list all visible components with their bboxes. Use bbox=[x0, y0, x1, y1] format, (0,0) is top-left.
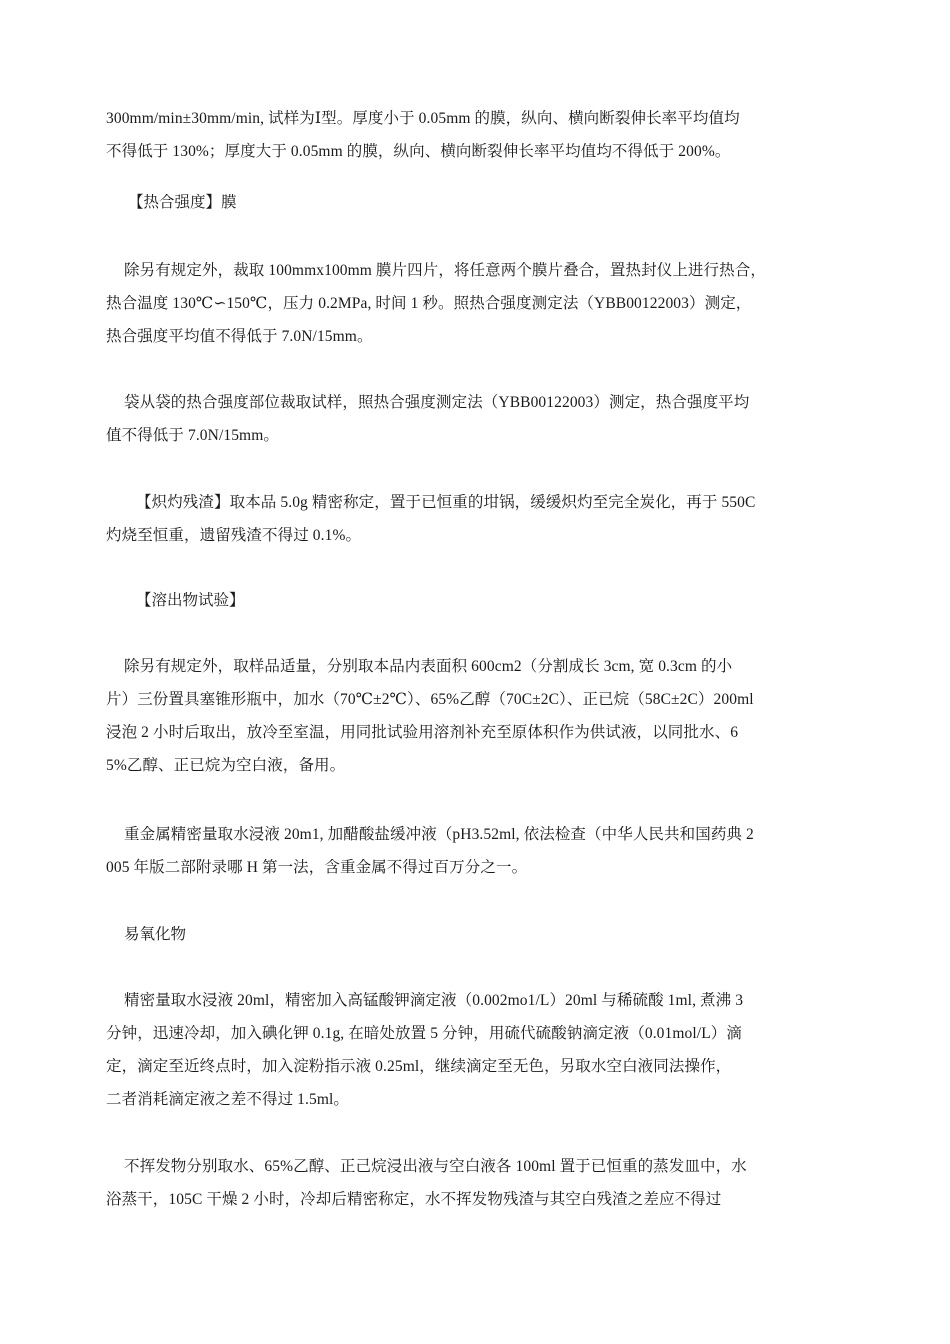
heading-dissolution-test: 【溶出物试验】 bbox=[136, 592, 245, 609]
text-line: 300mm/min±30mm/min, 试样为Ⅰ型。厚度小于 0.05mm 的膜，纵向、横向断裂伸长率平均值均 bbox=[106, 110, 740, 127]
text-line: 热合温度 130℃∽150℃，压力 0.2MPa, 时间 1 秒。照热合强度测定法（YBB00122003）测定， bbox=[106, 295, 752, 312]
text-line: 浸泡 2 小时后取出，放冷至室温，用同批试验用溶剂补充至原体积作为供试液，以同批水、6 bbox=[106, 724, 739, 741]
text-line: 二者消耗滴定液之差不得过 1.5ml。 bbox=[106, 1091, 350, 1108]
text-line: 热合强度平均值不得低于 7.0N/15mm。 bbox=[106, 328, 373, 345]
paragraph-ignition-residue bbox=[106, 486, 846, 552]
paragraph-elongation bbox=[106, 102, 846, 168]
text-line: 灼烧至恒重，遗留残渣不得过 0.1%。 bbox=[106, 527, 362, 544]
text-line: 除另有规定外，取样品适量，分别取本品内表面积 600cm2（分割成长 3cm, 宽 0.3cm 的小 bbox=[124, 658, 733, 675]
text-line: 分钟，迅速冷却，加入碘化钾 0.1g, 在暗处放置 5 分钟，用硫代硫酸钠滴定液（0.01mol/L）滴 bbox=[106, 1025, 742, 1042]
paragraph-heat-seal-bag bbox=[106, 386, 846, 452]
text-line: 除另有规定外，裁取 100mmx100mm 膜片四片，将任意两个膜片叠合，置热封仪上进行热合， bbox=[124, 262, 766, 279]
text-line: 不得低于 130%；厚度大于 0.05mm 的膜，纵向、横向断裂伸长率平均值均不得低于 200%。 bbox=[106, 143, 731, 160]
text-line: 005 年版二部附录哪 H 第一法，含重金属不得过百万分之一。 bbox=[106, 859, 528, 876]
paragraph-oxidizable-method bbox=[106, 984, 846, 1116]
paragraph-dissolution-prep bbox=[106, 650, 846, 782]
text-line: 【炽灼残渣】取本品 5.0g 精密称定，置于已恒重的坩锅，缓缓炽灼至完全炭化，再于 550C bbox=[136, 494, 756, 511]
text-line: 片）三份置具塞锥形瓶中，加水（70℃±2℃）、65%乙醇（70C±2C）、正已烷（58C±2C）200ml bbox=[106, 691, 754, 708]
paragraph-heavy-metals bbox=[106, 818, 846, 884]
heading-oxidizable-substances: 易氧化物 bbox=[124, 926, 187, 943]
paragraph-heat-seal-film bbox=[106, 254, 846, 353]
text-line: 不挥发物分别取水、65%乙醇、正己烷浸出液与空白液各 100ml 置于已恒重的蒸发皿中，水 bbox=[124, 1158, 747, 1175]
text-line: 袋从袋的热合强度部位裁取试样，照热合强度测定法（YBB00122003）测定，热合强度平均 bbox=[124, 394, 750, 411]
text-line: 定，滴定至近终点时，加入淀粉指示液 0.25ml，继续滴定至无色，另取水空白液同法操作， bbox=[106, 1058, 732, 1075]
text-line: 浴蒸干，105C 干燥 2 小时，冷却后精密称定，水不挥发物残渣与其空白残渣之差应不得过 bbox=[106, 1191, 722, 1208]
paragraph-nonvolatile bbox=[106, 1150, 846, 1216]
text-line: 重金属精密量取水浸液 20m1, 加醋酸盐缓冲液（pH3.52ml, 依法检查（中华人民共和国药典 2 bbox=[124, 826, 754, 843]
text-line: 值不得低于 7.0N/15mm。 bbox=[106, 427, 279, 444]
text-line: 精密量取水浸液 20ml，精密加入高锰酸钾滴定液（0.002mo1/L）20ml 与稀硫酸 1ml, 煮沸 3 bbox=[124, 992, 744, 1009]
heading-heat-seal-strength: 【热合强度】膜 bbox=[128, 194, 237, 211]
text-line: 5%乙醇、正已烷为空白液，备用。 bbox=[106, 757, 346, 774]
